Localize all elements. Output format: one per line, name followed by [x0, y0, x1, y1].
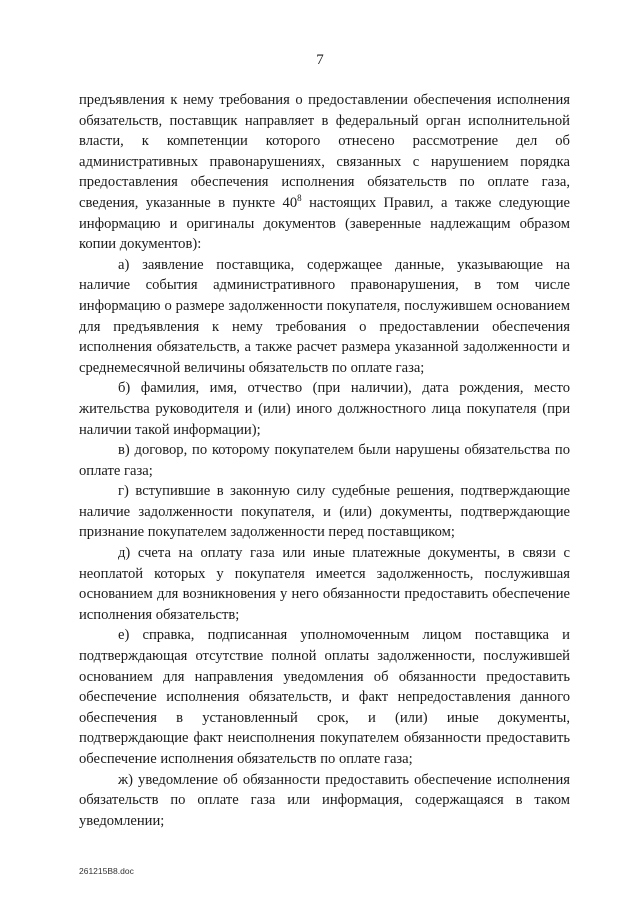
- intro-text: предъявления к нему требования о предоставлении обеспечения исполнения обязательств, поставщик направляет в федеральный орган исполнительной власти, к компетенции которого отнесено рассмотрение дел об административных правонарушениях, связанных с нарушением порядка предоставления обеспечения исполнения обязательств по оплате газа, сведения, указанные в пункте 40: [79, 92, 570, 211]
- footer-filename: 261215B8.doc: [79, 866, 134, 876]
- list-item-a: а) заявление поставщика, содержащее данные, указывающие на наличие события административного правонарушения, в том числе информацию о размере задолженности покупателя, послужившем основанием для предъявления к нему требования о предоставлении обеспечения исполнения обязательств, а также расчет размера указанной задолженности и среднемесячной величины обязательств по оплате газа;: [79, 256, 570, 376]
- list-item-b: б) фамилия, имя, отчество (при наличии), дата рождения, место жительства руководителя и (или) иного должностного лица покупателя (при наличии такой информации);: [79, 380, 570, 438]
- clause-superscript: 8: [297, 192, 302, 203]
- intro-text-continued: настоящих Правил, а также следующие информацию и оригиналы документов (заверенные надлежащим образом копии документов):: [79, 194, 570, 253]
- list-item-e: е) справка, подписанная уполномоченным лицом поставщика и подтверждающая отсутствие полной оплаты задолженности, послужившей основанием для направления уведомления об обязанности предоставить обеспечение исполнения обязательств, и факт непредоставления данного обеспечения в установленный срок, и (или) иные документы, подтверждающие факт неисполнения покупателем обязанности предоставить обеспечение исполнения обязательств по оплате газа;: [79, 627, 570, 767]
- list-item-d: д) счета на оплату газа или иные платежные документы, в связи с неоплатой которых у покупателя имеется задолженность, послужившая основанием для возникновения у него обязанности предоставить обеспечение исполнения обязательств;: [79, 545, 570, 623]
- document-body: [79, 90, 570, 831]
- page-number: 7: [316, 52, 324, 68]
- list-item-v: в) договор, по которому покупателем были нарушены обязательства по оплате газа;: [79, 442, 570, 479]
- list-item-zh: ж) уведомление об обязанности предоставить обеспечение исполнения обязательств по оплате газа или информация, содержащаяся в таком уведомлении;: [79, 771, 570, 829]
- list-item-g: г) вступившие в законную силу судебные решения, подтверждающие наличие задолженности покупателя, и (или) документы, подтверждающие признание покупателем задолженности перед поставщиком;: [79, 483, 570, 541]
- intro-paragraph: [79, 90, 570, 255]
